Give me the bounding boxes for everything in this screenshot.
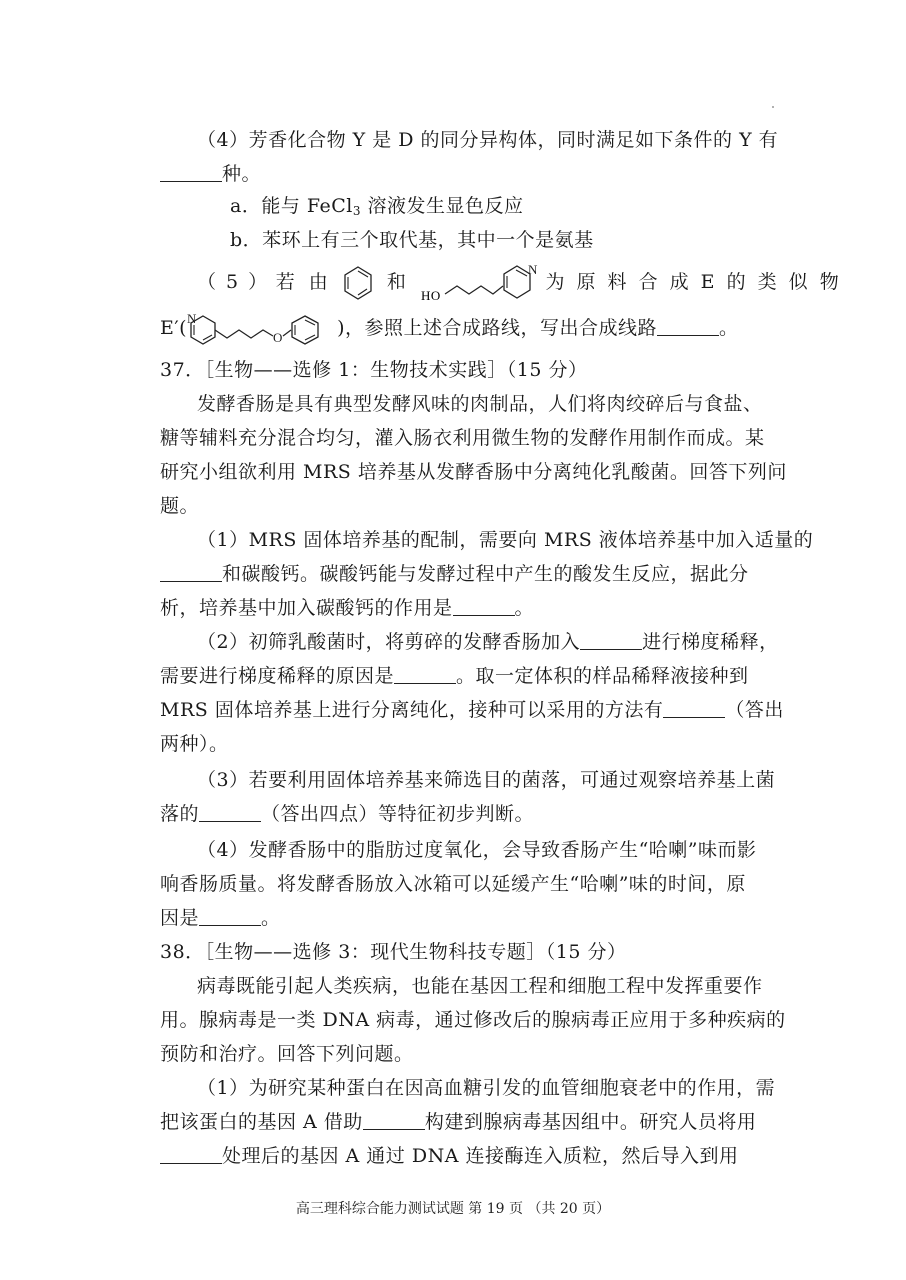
q37-p4-text: （4）发酵香肠中的脂肪过度氧化，会导致香肠产生“哈喇”味而影 bbox=[197, 839, 757, 861]
e-prime-structure bbox=[187, 312, 337, 346]
q37-intro-1 bbox=[197, 392, 787, 416]
answer-blank[interactable] bbox=[657, 317, 719, 336]
cond-a-post: 溶液发生显色反应 bbox=[361, 195, 524, 217]
q37-p2-line1 bbox=[197, 630, 787, 654]
q37-p1-line2 bbox=[160, 562, 750, 586]
q36-p5-text-b: 和 bbox=[386, 271, 407, 293]
q38-intro-1 bbox=[197, 974, 787, 998]
q37-p2-line4 bbox=[160, 732, 750, 756]
q38-intro-text: 预防和治疗。回答下列问题。 bbox=[160, 1043, 414, 1065]
q38-intro-3 bbox=[160, 1042, 750, 1066]
q37-intro-text: 发酵香肠是具有典型发酵风味的肉制品，人们将肉绞碎后与食盐、 bbox=[197, 393, 763, 415]
q38-p1-text: 构建到腺病毒基因组中。研究人员将用 bbox=[424, 1111, 757, 1133]
answer-blank[interactable] bbox=[453, 597, 515, 616]
q37-intro-text: 糖等辅料充分混合均匀，灌入肠衣利用微生物的发酵作用制作而成。某 bbox=[160, 427, 765, 449]
q36-cond-a bbox=[230, 194, 820, 223]
answer-blank[interactable] bbox=[580, 631, 642, 650]
q36-p4-text1: 芳香化合物 Y 是 D 的同分异构体，同时满足如下条件的 Y 有 bbox=[248, 129, 779, 151]
q36-p5-line1 bbox=[197, 262, 842, 304]
q37-p4-text: 。 bbox=[261, 907, 281, 929]
q38-p1-text: （1）为研究某种蛋白在因高血糖引发的血管细胞衰老中的作用，需 bbox=[197, 1077, 776, 1099]
q38-p1-text: 处理后的基因 A 通过 DNA 连接酶连入质粒，然后导入到用 bbox=[222, 1145, 739, 1167]
e-prime-n-label: N bbox=[187, 312, 197, 326]
answer-blank[interactable] bbox=[663, 699, 725, 718]
q38-intro-text: 用。腺病毒是一类 DNA 病毒，通过修改后的腺病毒正应用于多种疾病的 bbox=[160, 1009, 786, 1031]
q36-p4-text2: 种。 bbox=[222, 163, 262, 185]
q37-p1-line1 bbox=[197, 528, 814, 552]
cond-a-sub: 3 bbox=[352, 204, 362, 218]
q36-p5-text-d: )，参照上述合成路线，写出合成线路 bbox=[337, 317, 658, 339]
q38-p1-line3 bbox=[160, 1144, 750, 1168]
q36-p5-line2 bbox=[160, 312, 750, 346]
benzene-structure bbox=[342, 265, 374, 301]
q37-intro-text: 题。 bbox=[160, 495, 200, 517]
q38-intro-2 bbox=[160, 1008, 786, 1032]
q36-p5-text-c: 为 原 料 合 成 E 的 类 似 物 bbox=[545, 271, 842, 293]
q36-p5-label: （ 5 ） bbox=[197, 271, 270, 293]
q38-p1-text: 把该蛋白的基因 A 借助 bbox=[160, 1111, 363, 1133]
pyridine-butanol-structure bbox=[419, 262, 539, 304]
q37-p1-line3 bbox=[160, 596, 750, 620]
scan-speck bbox=[772, 106, 774, 108]
q37-p4-line1 bbox=[197, 838, 787, 862]
page-footer: 高三理科综合能力测试试题 第 19 页 （共 20 页） bbox=[295, 1201, 611, 1217]
q36-p4-line2 bbox=[160, 162, 750, 186]
q37-intro-4 bbox=[160, 494, 750, 518]
q37-p1-text: 析，培养基中加入碳酸钙的作用是 bbox=[160, 597, 453, 619]
q37-p2-text: 需要进行梯度稀释的原因是 bbox=[160, 665, 395, 687]
q37-intro-text: 研究小组欲利用 MRS 培养基从发酵香肠中分离纯化乳酸菌。回答下列问 bbox=[160, 461, 787, 483]
q37-p3-text: （答出四点）等特征初步判断。 bbox=[261, 803, 535, 825]
cond-b: b．苯环上有三个取代基，其中一个是氨基 bbox=[230, 229, 594, 251]
answer-blank[interactable] bbox=[199, 907, 261, 926]
q37-p2-text: （答出 bbox=[725, 699, 784, 721]
q37-p4-text: 响香肠质量。将发酵香肠放入冰箱可以延缓产生“哈喇”味的时间，原 bbox=[160, 873, 746, 895]
q38-p1-line1 bbox=[197, 1076, 787, 1100]
q37-intro-3 bbox=[160, 460, 787, 484]
ho-label: HO bbox=[420, 288, 441, 303]
q37-intro-2 bbox=[160, 426, 765, 450]
q36-p4-label: （4） bbox=[197, 129, 249, 151]
q37-p2-line2 bbox=[160, 664, 750, 688]
q37-header-text: 37．［生物——选修 1：生物技术实践］（15 分） bbox=[160, 359, 588, 381]
q37-p1-text: 和碳酸钙。碳酸钙能与发酵过程中产生的酸发生反应，据此分 bbox=[222, 563, 749, 585]
e-prime-label: E′( bbox=[160, 317, 188, 339]
q37-p3-text: 落的 bbox=[160, 803, 200, 825]
q37-p2-text: 两种）。 bbox=[160, 733, 229, 755]
answer-blank[interactable] bbox=[363, 1111, 425, 1130]
q37-p2-text: 。取一定体积的样品稀释液接种到 bbox=[456, 665, 749, 687]
q36-p5-text-a: 若 由 bbox=[275, 271, 332, 293]
q36-p5-text-e: 。 bbox=[719, 317, 739, 339]
answer-blank[interactable] bbox=[160, 163, 222, 182]
answer-blank[interactable] bbox=[160, 1145, 222, 1164]
q37-p4-line2 bbox=[160, 872, 750, 896]
q36-cond-b bbox=[230, 228, 820, 252]
q37-p4-text: 因是 bbox=[160, 907, 200, 929]
answer-blank[interactable] bbox=[160, 563, 222, 582]
q37-p3-text: （3）若要利用固体培养基来筛选目的菌落，可通过观察培养基上菌 bbox=[197, 769, 776, 791]
n-label: N bbox=[527, 262, 538, 277]
q38-intro-text: 病毒既能引起人类疾病，也能在基因工程和细胞工程中发挥重要作 bbox=[197, 975, 763, 997]
q37-p2-line3 bbox=[160, 698, 784, 722]
cond-a-pre: a．能与 FeCl bbox=[230, 195, 353, 217]
q38-header bbox=[160, 940, 750, 964]
q37-p1-text: 。 bbox=[514, 597, 535, 619]
q36-p4-line1 bbox=[197, 128, 787, 152]
q37-header bbox=[160, 358, 750, 382]
q37-p3-line1 bbox=[197, 768, 787, 792]
q37-p3-line2 bbox=[160, 802, 750, 826]
q37-p2-text: MRS 固体培养基上进行分离纯化，接种可以采用的方法有 bbox=[160, 699, 664, 721]
q38-p1-line2 bbox=[160, 1110, 757, 1134]
q37-p4-line3 bbox=[160, 906, 750, 930]
e-prime-o-label: O bbox=[273, 330, 283, 345]
q37-p1-text: （1）MRS 固体培养基的配制，需要向 MRS 液体培养基中加入适量的 bbox=[197, 529, 814, 551]
q37-p2-text: 进行梯度稀释， bbox=[642, 631, 779, 653]
answer-blank[interactable] bbox=[199, 803, 261, 822]
q37-p2-text: （2）初筛乳酸菌时，将剪碎的发酵香肠加入 bbox=[197, 631, 581, 653]
answer-blank[interactable] bbox=[394, 665, 456, 684]
q38-header-text: 38．［生物——选修 3：现代生物科技专题］（15 分） bbox=[160, 941, 627, 963]
